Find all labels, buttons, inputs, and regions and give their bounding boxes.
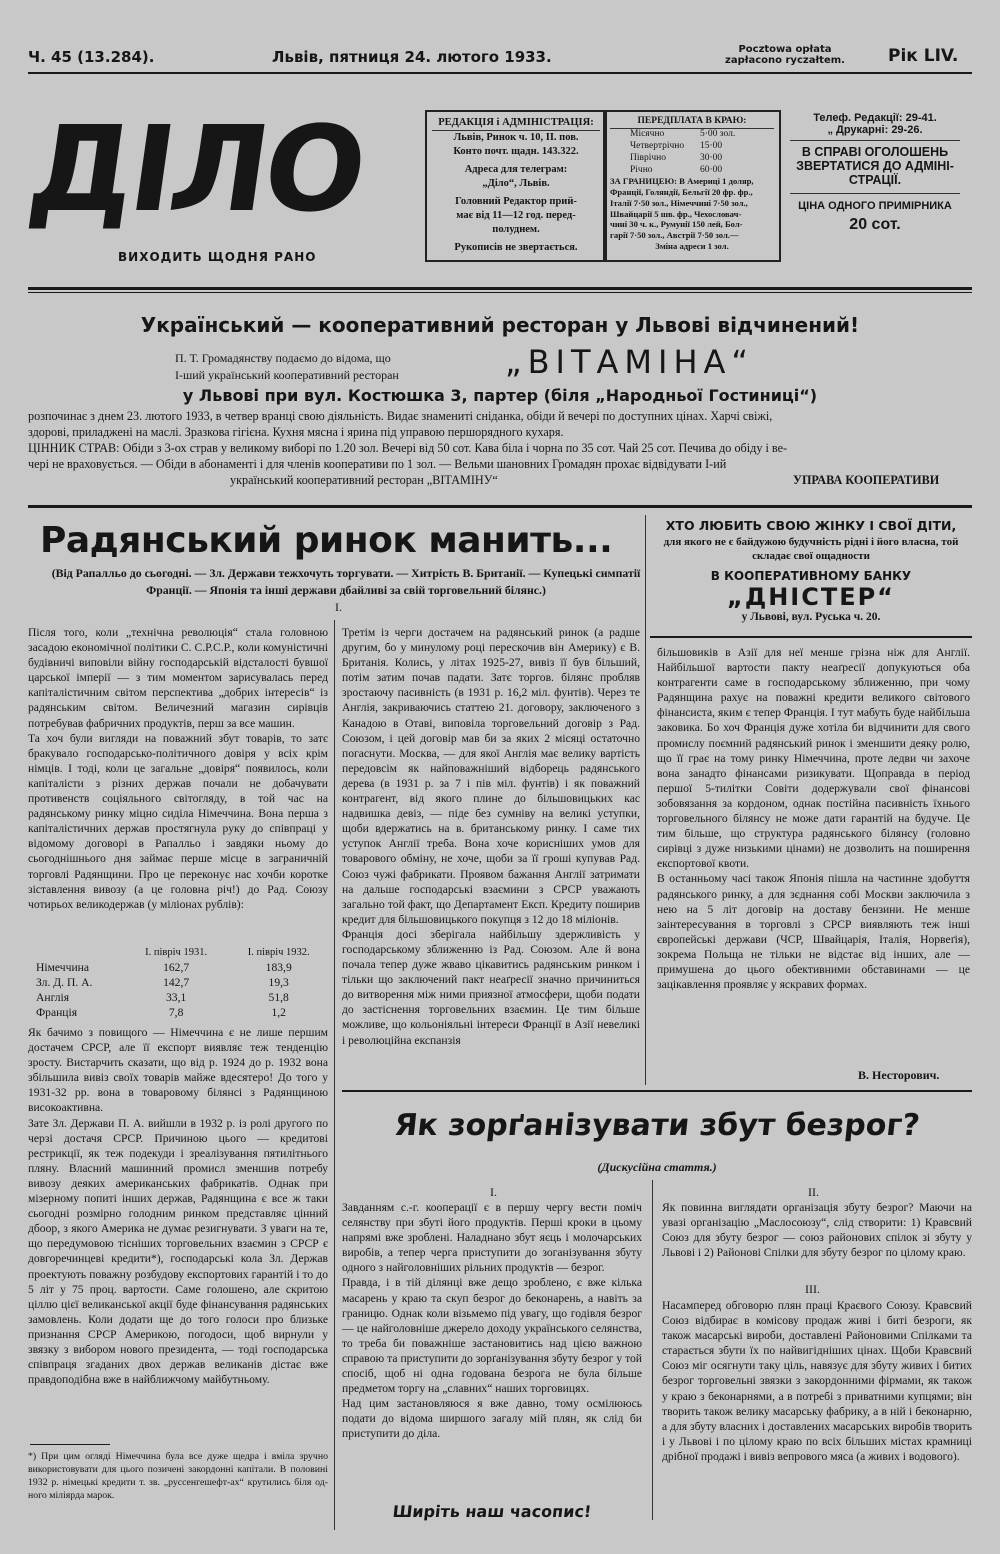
restaurant-text: чері не враховується. — Обіди в абонаменті і для членів кооперативи по 1 зол. — Вельми шановних Громадян прохає відвідувати І-ий <box>28 457 727 471</box>
subscription-period: Місячно <box>630 128 665 139</box>
export-country: Англія <box>36 991 70 1004</box>
top-rule <box>28 72 972 74</box>
abroad-line: Франції, Голяндії, Бельгії 20 фр. фр., <box>610 187 753 198</box>
section-rule <box>28 505 972 508</box>
export-table-row <box>30 960 330 975</box>
footer-slogan: Ширіть наш часопис! <box>391 1502 593 1521</box>
bank-ad-rule <box>650 636 972 638</box>
section-rule <box>342 1090 972 1092</box>
restaurant-address: у Львові при вул. Костюшка 3, партер (біля „Народньої Гостиниці“) <box>182 386 818 405</box>
subscription-row <box>630 129 774 141</box>
place-date: Львів, пятниця 24. лютого 1933. <box>272 48 552 66</box>
restaurant-intro: П. Т. Громадянству подаємо до відома, що <box>175 351 391 365</box>
editorial-box <box>425 110 607 262</box>
export-value-1931: 33,1 <box>165 991 187 1004</box>
restaurant-intro: І-ший український кооперативний ресторан <box>175 368 399 382</box>
abroad-line: Швайцарії 5 шв. фр., Чехословач- <box>610 208 742 219</box>
masthead-rule-thin <box>28 292 972 293</box>
postage-line: zapłacono ryczałtem. <box>725 55 845 66</box>
contact-line: ЗВЕРТАТИСЯ ДО АДМІНІ- <box>796 159 954 173</box>
postage-note <box>705 44 865 66</box>
abroad-line: ЗА ГРАНИЦЕЮ: В Америці 1 доляр, <box>610 176 754 187</box>
export-table-header <box>30 945 125 960</box>
price-label: ЦІНА ОДНОГО ПРИМІРНИКА <box>798 200 952 212</box>
export-value-1931: 142,7 <box>163 976 190 989</box>
bank-ad-line: для якого не є байдужою будучність рідні і його власна, той складає свої ощадности <box>663 536 959 562</box>
restaurant-text: ЦІННИК СТРАВ: Обіди з 3-ох страв у великому виборі по 1.20 зол. Вечері від 50 сот. Кава біла і чорна по 35 сот. Чай 25 сот. Печива до обіду і ве- <box>28 441 788 455</box>
editorial-line: Адреса для телеграм: <box>464 163 568 175</box>
article2-col1: Завданням с.-г. кооперації є в першу чергу вести поміч селянству при збуті його продуктів. Перші кроки в цьому напрямі вже зроблені. Наладнано збут яєць і молочарських виробів, а тепер черга приступити до зоганізування збуту одного з найголовніших рільних продуктів — безрог. Правда, і в тій ділянці вже дещо зроблено, є вже кілька масарень у краю та скуп безрог до беконарень, а навіть за границю. Однак коли візьмемо під увагу, що годівля безрог — це найголовніше джерело доходу українського селянства, то треба би поважніше застановитись над цією важною справою та приступити до зорґанізування збуту безрог у той спосіб, щоб ні одна годована безрога не була більше предметом торгу на „славних“ наших торговицях. Над цим застановляюся я вже давно, тому осмілююсь подати до відома ширшого загалу мій плян, як слід би приступити до діла. <box>342 1201 642 1441</box>
contact-line: „ Друкарні: 29-26. <box>827 124 923 136</box>
column-divider <box>334 620 335 1530</box>
restaurant-sign: УПРАВА КООПЕРАТИВИ <box>793 473 940 487</box>
subscription-price: 15·00 <box>700 140 723 151</box>
footnote-rule <box>30 1444 110 1445</box>
masthead-rule <box>28 287 972 290</box>
contact-box <box>780 112 970 252</box>
editorial-line: Львів, Ринок ч. 10, II. пов. <box>453 131 579 143</box>
article1-col3: більшовиків в Азії для неї менше грізна ніж для Англії. Найбільшої вартости пакту неаґресії допукуються оба контрагенти саме в господарському зближенню, при чому Радянщина рахує на поважні кредити великого світового фінансиста, яким є тепер Франція. І тут мабуть буде найбільша заковика. Бо хоч Франція дуже хотіла би відчинити для свого промислу поємний радянський ринок і зменшити деяку ролю, що її грає на тому ринку Німеччина, проте ледви чи захоче вона занадто фінансами ризикувати. Щоправда в період першої 5-тилітки Совіти додержували свої фінансові зобовязання за кордоном, однак постійна пасивність їхнього торговельного білянсу не може дати гарантій на будуче. Це тим більше, що структура радянського білянсу (головно сирівці з дуже низькими цінами) не дозволить на поширення експортової квоти. В останньому часі також Японія пішла на частинне здобуття радянського ринку, а для зєднання собі Москви заключила з нею на 5 літ договір на доставу бензини. Не менше заінтересування в торговлі з СРСР виявляють теж інші європейські держави (ЧСР, Швайцарія, Італія, Норвеґія), зокрема Польща не тільки не відстає від інших, але — примушена до цього обективними обставинами — це зацікавлення проявляє у яскравих формах. <box>657 646 970 992</box>
editorial-line: Конто почт. щадн. 143.322. <box>453 145 579 157</box>
editorial-line: РЕДАКЦІЯ і АДМІНІСТРАЦІЯ: <box>432 116 600 131</box>
bank-name: „ДНІСТЕР“ <box>727 583 895 611</box>
abroad-line: Зміна адреси 1 зол. <box>655 240 729 251</box>
article1-col2: Третім із черги достачем на радянський ринок (а радше другим, бо у минулому році перескочив він Америку) є В. Британія. Колись, у літах 1925-27, вивіз її був більший, потім затим почав падати. Затє торгов. білянс пробляв зростаючу пасивність (в 1931 р. 16,2 міл. фунтів). Через те Англія, закриваючись статтею 21. договору, заключеного з Канадою в Отаві, виповіла торговельний договір з Рад. Союзом, і цей договір мав би за яких 2 місяці остаточно погаснути. Москва, — для якої Англія має велику вартість передовсім як найповажніший відборець радянського дерева (в 1931 р. за 7 і пів міл. фунтів) і як поважний контрагент, від якого плине до більшовицьких кас надвишка девіз, — піде без сумніву на великі уступки, щоби вдержатись на в. британському ринку. І саме тих уступок Англії треба. Вона хоче корисніших умов для товарового обміну, не хоче, щоби за її гроші купував Рад. Союз чужі фабрикати. Проявом бажання Англії затримати на дальше господарські взаємини з СРСР уважають загально той факт, що Департамент Експ. Кредиту поширив кредит для більшовицького покупця з 12 до 18 міліонів. Франція досі зберігала найбільшу здержливість у господарському зближенню із Рад. Союзом. Але й вона почала тепер дуже жваво цікавитись радянським ринком і тільки що заключений пакт неаґресії значно причиниться до витворення між ними приязної атмосфери, щоби подати до застіснення торговельних взаємин. Це тим більше можливе, що кольоніяльні інтереси Франції в Азії невеликі і революційна експанзія <box>342 626 640 1047</box>
article2-title: Як зорґанізувати збут безрог? <box>392 1108 922 1143</box>
subscription-row <box>630 153 774 165</box>
abroad-line: гарії 7·50 зол., Австрії 7·50 зол.— <box>610 230 739 241</box>
restaurant-headline: Український — кооперативний ресторан у Львові відчинений! <box>140 313 860 337</box>
abroad-line: Італії 7·50 зол., Німеччині 7·50 зол., <box>610 197 748 208</box>
issue-number: Ч. 45 (13.284). <box>28 48 155 66</box>
article2-subtitle: (Дискусійна стаття.) <box>597 1160 717 1174</box>
article1-author: В. Несторович. <box>858 1068 940 1082</box>
editorial-line: полуднем. <box>492 223 540 235</box>
contact-line: СТРАЦІЇ. <box>848 173 902 187</box>
article1-footnote: *) При цим огляді Німеччина була все дуже щедра і вміла зручно використовувати для цього позичені закордонні капітали. В половині 1932 р. німецькі кредити т. зв. „руссенгешефт-ах“ крутились біля од-ного міліярда марок. <box>28 1451 328 1501</box>
export-value-1932: 51,8 <box>268 991 289 1004</box>
bank-ad <box>650 515 972 633</box>
subscription-row <box>630 141 774 153</box>
year: Рік LIV. <box>888 46 959 66</box>
editorial-line: Рукописів не звертається. <box>454 241 578 253</box>
restaurant-text: розпочинає з днем 23. лютого 1933, в четвер вранці свою діяльність. Видає знамениті сніданка, обіди й вечері по доступних цінах. Харчі свіжі, <box>28 409 773 423</box>
export-table-head <box>30 945 330 960</box>
export-table-row <box>30 990 330 1005</box>
restaurant-text: український кооперативний ресторан „ВІТАМІНУ“ <box>230 473 498 487</box>
subscription-price: 5·00 зол. <box>700 128 736 139</box>
column-divider <box>645 515 646 1085</box>
export-value-1931: 7,8 <box>168 1006 184 1019</box>
article2-col2-bottom: Насамперед обговорю плян праці Краєвого Союзу. Кравсвий Союз відбирає в комісову продаж живі і биті безроги, як також масарські вироби, доставлені Районовими Спілками та старається збути їх по найвигідніших цінах. Щоби Кравсвий Союз міг осягнути таку ціль, навязує для збуту живих і битих безрог торговельні звязки з закордонними фірмами, як також у краю з беконарнями, а в потребі з приватними купцями; він творить також велику масарську фабрику, а в ній і беконарню, а для збуту власних і доставлених масарських виробів творить і у Львові і по цілому краю по всіх більших містах крамниці дрібної продажі і вивіз вепрового мяса (а живих і водового). <box>662 1299 972 1463</box>
editorial-line: „Діло“, Львів. <box>482 177 550 189</box>
export-table-header: І. півріч 1932. <box>247 947 310 958</box>
subscription-box <box>603 110 781 262</box>
bank-ad-line: В КООПЕРАТИВНОМУ БАНКУ <box>710 569 912 583</box>
article2-section: II. <box>808 1185 819 1199</box>
article1-col1-bottom: Як бачимо з повищого — Німеччина є не лише першим достачем СРСР, але її експорт виявляє теж тенденцію зросту. Вистарчить сказати, що від р. 1924 до р. 1932 вона збільшила вивіз своїх товарів майже вдесятеро! До того у 1931-32 рр. вона в товаровому білянсі з Радянщиною високоактивна. Зате Зл. Держави П. А. вийшли в 1932 р. із ролі другого по черзі достачя СРСР. Причиною цього — кредитові рестрикції, як теж подекуди і зреалізування пятилітнього пляну. Власний машинний промисл зменшив потребу вивозу деяких американських фабрикатів. Однак при мізерному попиті інших держав, Радянщина є все ж таки сьогодні розмірно голодним ринком представляє цінний дбоор, з якого Америка не думає резигнувати. З уваги на те, що передумовою тісніших торговельних взаємин з СРСР є довгоречинцеві кредити*), господарські кола Зл. Держав проектують поважну розбудову експортових гарантій і то до 5 літ у 75 проц. вартости. Саме голошено, але скритою ціллю цієї великанської акції буде фінансування радянських замовлень. Коли додати ще до того голоси про близьке признання СРСР Америкою, погодоси, щоб вирнули у звязку з вибором нового президента, — тоді господарська співпраця згаданих двох держав великанів дістає вже правдоподібна вже в найближчому майбутньому. <box>28 1026 328 1387</box>
export-table-row <box>30 1005 330 1020</box>
editorial-line: Головний Редактор прий- <box>455 195 577 207</box>
article2-col2-top: Як повинна виглядати організація збуту безрог? Маючи на увазі організацію „Маслосоюзу“, слід створити: 1) Кравсвий Союз для збуту безрог — союз районових спілок зі збуту у Львові і 2) Районові Спілки для збуту безрог по цілому краю. <box>662 1201 972 1260</box>
export-value-1931: 162,7 <box>163 961 190 974</box>
export-value-1932: 19,3 <box>268 976 289 989</box>
price-value: 20 сот. <box>849 216 901 233</box>
export-country: Франція <box>36 1006 78 1019</box>
logo-subtitle: ВИХОДИТЬ ЩОДНЯ РАНО <box>118 250 317 264</box>
export-country: Німеччина <box>36 961 90 974</box>
contact-line: Телеф. Редакції: 29-41. <box>813 112 937 124</box>
abroad-line: чині 30 ч. к., Румунії 150 лей, Бол- <box>610 219 743 230</box>
article1-subtitle: (Від Рапалльо до сьогодні. — Зл. Держави тежхочуть торгувати. — Хитрість В. Британії. — Купецькі симпатії Франції. — Японія та інші держави дбайливі за свій торговельний білянс.) <box>51 566 641 597</box>
export-table <box>30 945 330 1020</box>
export-country: Зл. Д. П. А. <box>36 976 93 989</box>
article2-section: III. <box>805 1282 820 1296</box>
postage-line: Pocztowa opłata <box>738 44 832 55</box>
export-value-1932: 1,2 <box>271 1006 286 1019</box>
editorial-line: має від 11—12 год. перед- <box>456 209 576 221</box>
restaurant-text: здорові, приладжені на маслі. Зразкова гігієна. Кухня мясна і ярина під управою першорядного кухаря. <box>28 425 564 439</box>
article1-section: I. <box>335 600 342 614</box>
export-table-header: І. півріч 1931. <box>145 947 208 958</box>
column-divider <box>652 1180 653 1520</box>
article2-section: I. <box>490 1185 497 1199</box>
restaurant-name: „ВІТАМІНА“ <box>505 343 754 381</box>
subscription-title: ПЕРЕДПЛАТА В КРАЮ: <box>610 116 774 129</box>
export-value-1932: 183,9 <box>265 961 292 974</box>
subscription-period: Піврічно <box>630 152 666 163</box>
bank-ad-line: ХТО ЛЮБИТЬ СВОЮ ЖІНКУ І СВОЇ ДІТИ, <box>665 518 957 533</box>
subscription-row <box>630 165 774 177</box>
export-table-row <box>30 975 330 990</box>
newspaper-logo: ДІЛО <box>20 100 372 238</box>
subscription-price: 30·00 <box>700 152 723 163</box>
contact-line: В СПРАВІ ОГОЛОШЕНЬ <box>801 145 949 159</box>
subscription-period: Річно <box>630 164 653 175</box>
subscription-period: Четвертрічно <box>630 140 685 151</box>
article1-col1-top: Після того, коли „технічна революція“ стала головною засадою економічної політики С. С.Р.С.Р., коли комуністичні будівничі виповіли війну господарській відсталості бувшої царської імперії — з тим моментом зарисувалась перед капіталістичним світом перспектива „добрих інтересів“ із радянським світом. Величезний магазин сирівців потребував фабричних продуктів, перш за все машин. Та хоч були вигляди на поважний збут товарів, то затє бракувало господарсько-політичного довіря у всіх крім німців. І тоді, коли це загальне „довіря“ появилось, коли капіталісти з різних держав почали не добачувати противенств соціяльного світогляду, в той час на радянському ринку міцно сиділа Німеччина. Вона перша з капіталістичних держав простягнула руку до співпраці у відомому договорі в Рапалльо і завдяки ньому до сьогоднішнього дня займає перше місце в заграничній торговлі Радянщини. Про це переконує нас хочби коротке зіставлення вивозу (а це головна річ!) до Рад. Союзу чотирьох великодержав (у міліонах рублів): <box>28 626 328 911</box>
article1-title: Радянський ринок манить... <box>40 520 613 561</box>
subscription-price: 60·00 <box>700 164 723 175</box>
bank-address: у Львові, вул. Руська ч. 20. <box>741 611 881 623</box>
